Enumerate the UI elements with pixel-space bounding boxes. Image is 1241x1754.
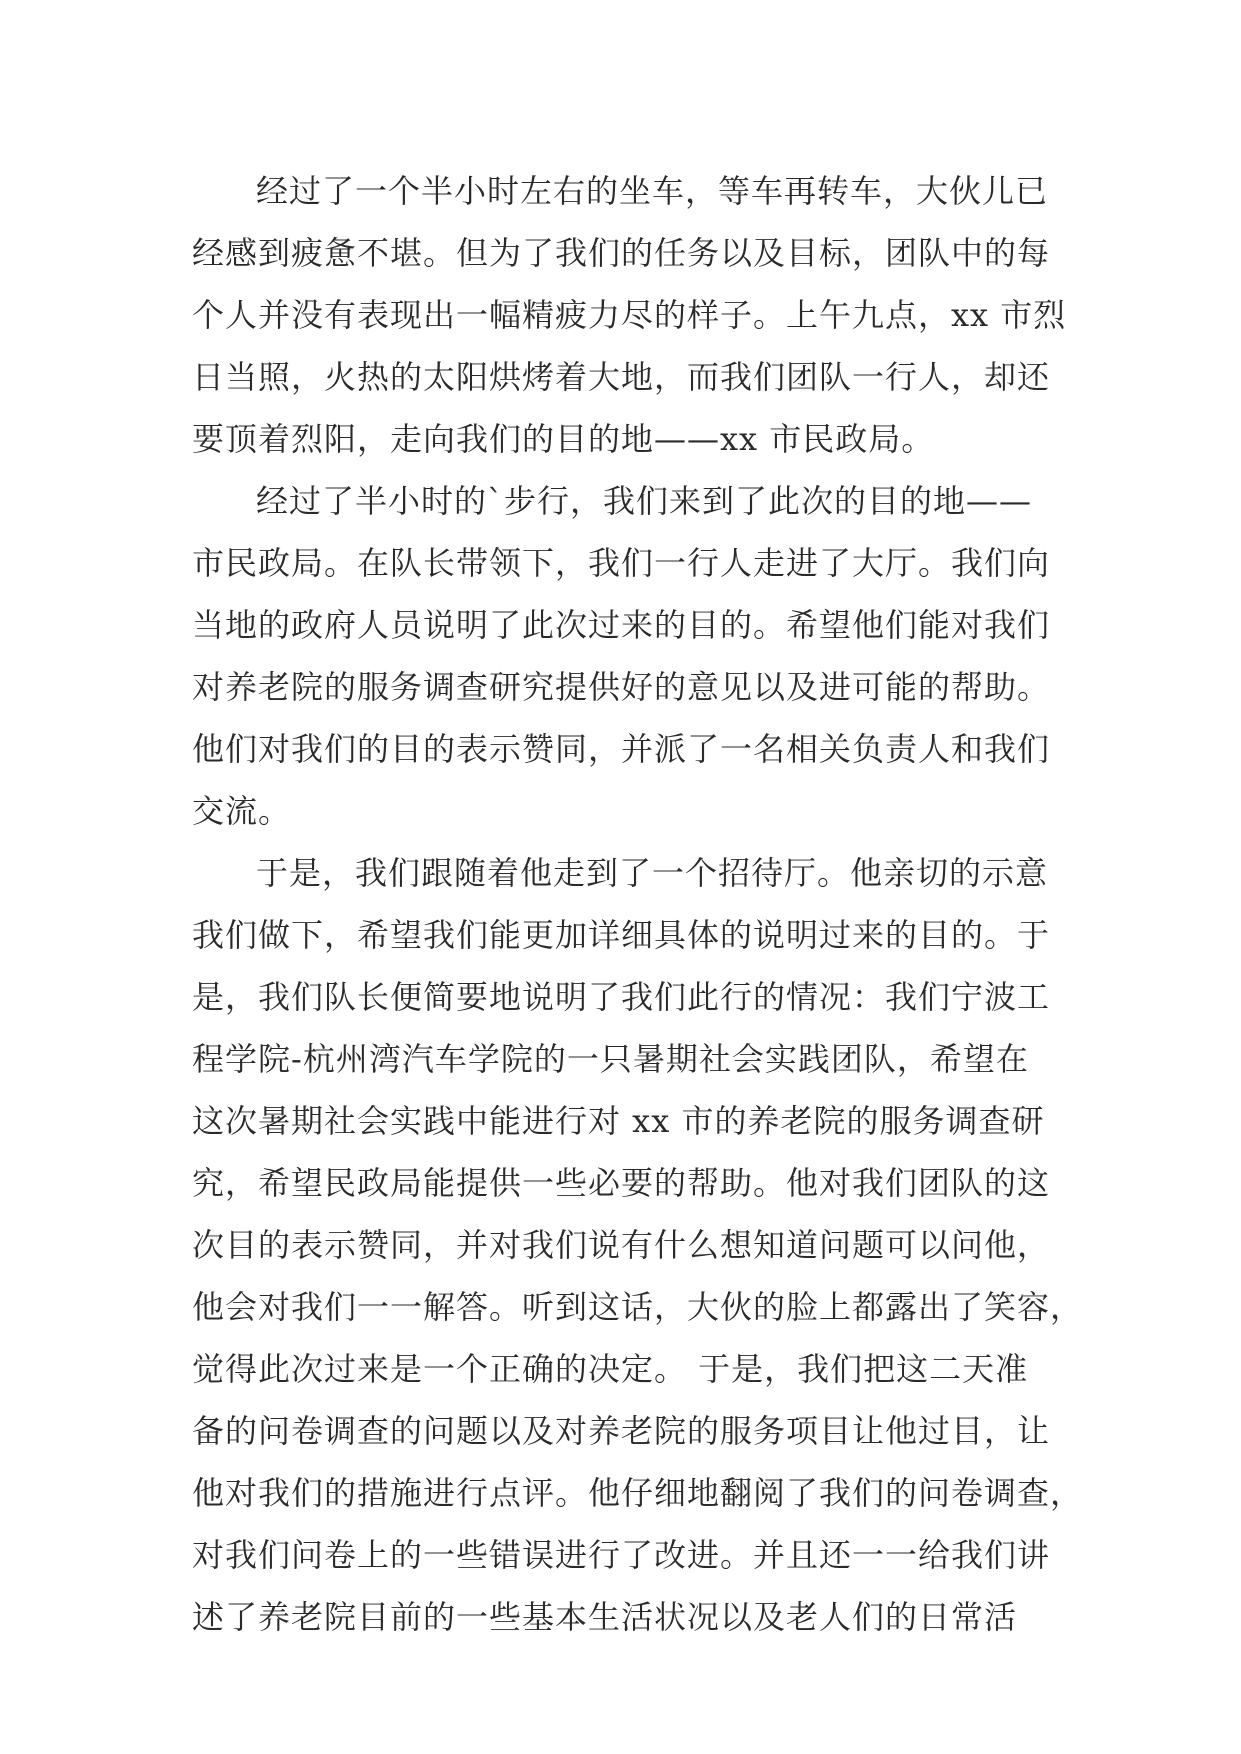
text-line: 述了养老院目前的一些基本生活状况以及老人们的日常活 bbox=[192, 1598, 1018, 1636]
text-line: 觉得此次过来是一个正确的决定。 于是，我们把这二天准 bbox=[192, 1350, 1029, 1388]
text-line: 程学院-杭州湾汽车学院的一只暑期社会实践团队，希望在 bbox=[192, 1040, 1029, 1078]
text-line: 对养老院的服务调查研究提供好的意见以及进可能的帮助。 bbox=[192, 668, 1051, 706]
text-line: 日当照，火热的太阳烘烤着大地，而我们团队一行人，却还 bbox=[192, 358, 1051, 396]
text-line: 他会对我们一一解答。听到这话，大伙的脸上都露出了笑容， bbox=[192, 1288, 1084, 1326]
text-line: 他对我们的措施进行点评。他仔细地翻阅了我们的问卷调查， bbox=[192, 1474, 1084, 1512]
text-line: 我们做下，希望我们能更加详细具体的说明过来的目的。于 bbox=[192, 916, 1051, 954]
text-line: 于是，我们跟随着他走到了一个招待厅。他亲切的示意 bbox=[256, 854, 1049, 892]
text-line: 要顶着烈阳，走向我们的目的地——xx 市民政局。 bbox=[192, 420, 935, 458]
text-line: 次目的表示赞同，并对我们说有什么想知道问题可以问他， bbox=[192, 1226, 1051, 1264]
text-line: 市民政局。在队长带领下，我们一行人走进了大厅。我们向 bbox=[192, 544, 1051, 582]
text-line: 究，希望民政局能提供一些必要的帮助。他对我们团队的这 bbox=[192, 1164, 1051, 1202]
text-line: 个人并没有表现出一幅精疲力尽的样子。上午九点，xx 市烈 bbox=[192, 296, 1067, 334]
text-line: 经过了半小时的`步行，我们来到了此次的目的地—— bbox=[256, 482, 1033, 520]
text-line: 是，我们队长便简要地说明了我们此行的情况：我们宁波工 bbox=[192, 978, 1051, 1016]
text-line: 对我们问卷上的一些错误进行了改进。并且还一一给我们讲 bbox=[192, 1536, 1051, 1574]
text-line: 他们对我们的目的表示赞同，并派了一名相关负责人和我们 bbox=[192, 730, 1051, 768]
text-line: 经感到疲惫不堪。但为了我们的任务以及目标，团队中的每 bbox=[192, 234, 1051, 272]
text-line: 交流。 bbox=[192, 792, 292, 830]
text-line: 经过了一个半小时左右的坐车，等车再转车，大伙儿已 bbox=[256, 172, 1049, 210]
body-text bbox=[192, 160, 1092, 1648]
text-line: 这次暑期社会实践中能进行对 xx 市的养老院的服务调查研 bbox=[192, 1102, 1045, 1140]
text-line: 备的问卷调查的问题以及对养老院的服务项目让他过目，让 bbox=[192, 1412, 1051, 1450]
text-line: 当地的政府人员说明了此次过来的目的。希望他们能对我们 bbox=[192, 606, 1051, 644]
